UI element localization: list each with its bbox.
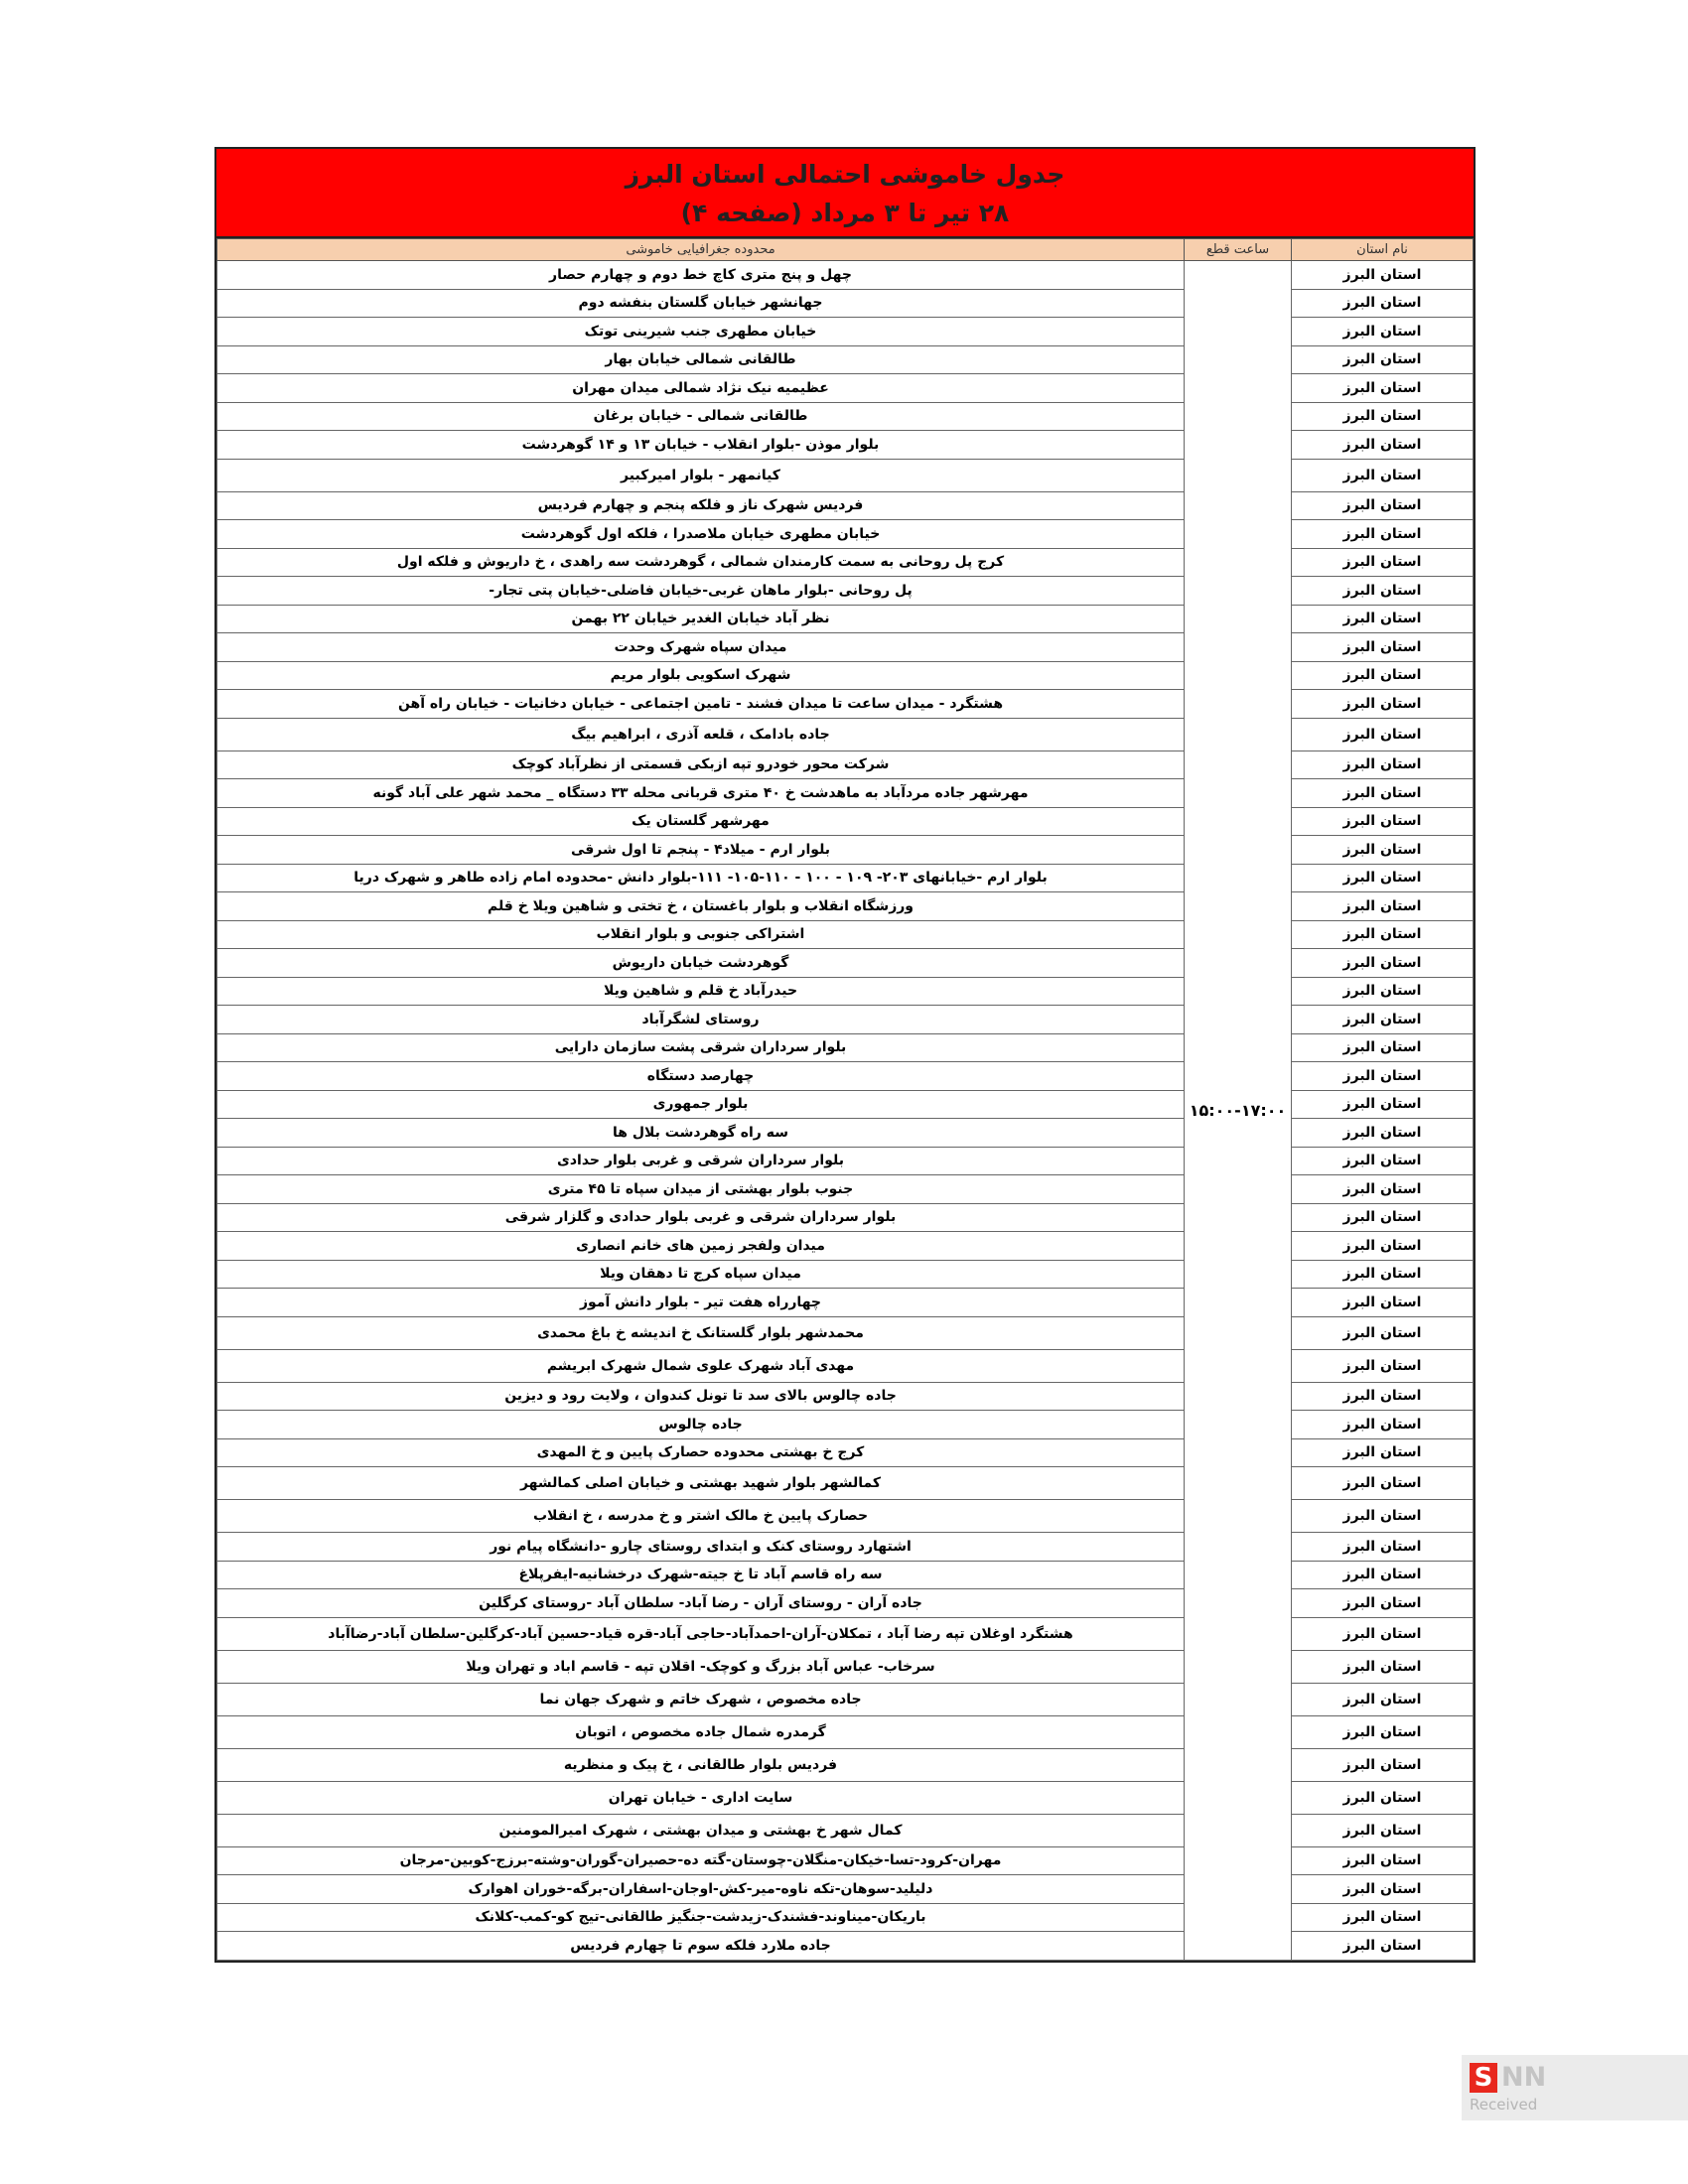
area-cell: نظر آباد خیابان الغدیر خیابان ۲۲ بهمن <box>217 605 1185 633</box>
area-cell: بلوار ارم - میلاد۴ - پنجم تا اول شرقی <box>217 836 1185 865</box>
area-cell: جهانشهر خیابان گلستان بنفشه دوم <box>217 289 1185 318</box>
province-cell: استان البرز <box>1292 374 1474 403</box>
province-cell: استان البرز <box>1292 779 1474 808</box>
province-cell: استان البرز <box>1292 1062 1474 1091</box>
province-cell: استان البرز <box>1292 1875 1474 1904</box>
province-cell: استان البرز <box>1292 402 1474 431</box>
province-cell: استان البرز <box>1292 605 1474 633</box>
area-cell: هشتگرد - میدان ساعت تا میدان فشند - تامین اجتماعی - خیابان دخانیات - خیابان راه آهن <box>217 690 1185 719</box>
area-cell: سه راه قاسم آباد تا خ جیته-شهرک درخشانیه-ایفرپلاغ <box>217 1561 1185 1589</box>
province-cell: استان البرز <box>1292 459 1474 491</box>
area-cell: بلوار سرداران شرقی پشت سازمان دارایی <box>217 1033 1185 1062</box>
province-cell: استان البرز <box>1292 261 1474 290</box>
province-cell: استان البرز <box>1292 949 1474 978</box>
logo-received: Received <box>1470 2096 1538 2114</box>
header-area: محدوده جغرافیایی خاموشی <box>217 239 1185 261</box>
province-cell: استان البرز <box>1292 1006 1474 1034</box>
area-cell: جاده چالوس بالای سد تا تونل کندوان ، ولایت رود و دیزین <box>217 1382 1185 1411</box>
area-cell: چهارصد دستگاه <box>217 1062 1185 1091</box>
province-cell: استان البرز <box>1292 690 1474 719</box>
province-cell: استان البرز <box>1292 1316 1474 1349</box>
area-cell: بلوار سرداران شرقی و غربی بلوار حدادی <box>217 1147 1185 1175</box>
area-cell: مهدی آباد شهرک علوی شمال شهرک ابریشم <box>217 1349 1185 1382</box>
province-cell: استان البرز <box>1292 1175 1474 1204</box>
province-cell: استان البرز <box>1292 577 1474 606</box>
province-cell: استان البرز <box>1292 520 1474 549</box>
area-cell: پل روحانی -بلوار ماهان غربی-خیابان فاضلی-خیابان پتی تجار- <box>217 577 1185 606</box>
area-cell: میدان سپاه شهرک وحدت <box>217 633 1185 662</box>
area-cell: کیانمهر - بلوار امیرکبیر <box>217 459 1185 491</box>
province-cell: استان البرز <box>1292 1589 1474 1618</box>
area-cell: کرج پل روحانی به سمت کارمندان شمالی ، گوهردشت سه راهدی ، خ داریوش و فلکه اول <box>217 548 1185 577</box>
snn-watermark <box>1462 2055 1688 2120</box>
header-province: نام استان <box>1292 239 1474 261</box>
province-cell: استان البرز <box>1292 1533 1474 1562</box>
area-cell: جاده چالوس <box>217 1411 1185 1439</box>
table-row <box>217 261 1474 290</box>
area-cell: جاده بادامک ، قلعه آذری ، ابراهیم بیگ <box>217 718 1185 751</box>
area-cell: شرکت محور خودرو تپه ازبکی قسمتی از نظرآباد کوچک <box>217 751 1185 779</box>
area-cell: جنوب بلوار بهشتی از میدان سپاه تا ۴۵ متری <box>217 1175 1185 1204</box>
province-cell: استان البرز <box>1292 431 1474 460</box>
province-cell: استان البرز <box>1292 1932 1474 1961</box>
area-cell: چهارراه هفت تیر - بلوار دانش آموز <box>217 1289 1185 1317</box>
area-cell: شهرک اسکویی بلوار مریم <box>217 661 1185 690</box>
area-cell: سایت اداری - خیابان تهران <box>217 1781 1185 1814</box>
province-cell: استان البرز <box>1292 1033 1474 1062</box>
province-cell: استان البرز <box>1292 1411 1474 1439</box>
area-cell: طالقانی شمالی - خیابان برغان <box>217 402 1185 431</box>
area-cell: محمدشهر بلوار گلستانک خ اندیشه خ باغ محمدی <box>217 1316 1185 1349</box>
province-cell: استان البرز <box>1292 836 1474 865</box>
province-cell: استان البرز <box>1292 1903 1474 1932</box>
area-cell: حیدرآباد خ قلم و شاهین ویلا <box>217 977 1185 1006</box>
province-cell: استان البرز <box>1292 751 1474 779</box>
area-cell: هشتگرد اوغلان تپه رضا آباد ، تمکلان-آران-احمدآباد-حاجی آباد-قره قیاد-حسین آباد-کرگلین-سلطان آباد-رضاآباد <box>217 1617 1185 1650</box>
area-cell: جاده ملارد فلکه سوم تا چهارم فردیس <box>217 1932 1185 1961</box>
area-cell: کمالشهر بلوار شهید بهشتی و خیابان اصلی کمالشهر <box>217 1467 1185 1500</box>
province-cell: استان البرز <box>1292 318 1474 346</box>
province-cell: استان البرز <box>1292 1650 1474 1683</box>
province-cell: استان البرز <box>1292 661 1474 690</box>
area-cell: ورزشگاه انقلاب و بلوار باغستان ، خ تختی و شاهین ویلا خ قلم <box>217 892 1185 921</box>
area-cell: بلوار موذن -بلوار انقلاب - خیابان ۱۳ و ۱۴ گوهردشت <box>217 431 1185 460</box>
province-cell: استان البرز <box>1292 345 1474 374</box>
logo-s: S <box>1470 2063 1497 2093</box>
area-cell: بلوار سرداران شرقی و غربی بلوار حدادی و گلزار شرقی <box>217 1203 1185 1232</box>
table-body <box>217 261 1474 1961</box>
area-cell: فردیس بلوار طالقانی ، خ پیک و منظریه <box>217 1748 1185 1781</box>
province-cell: استان البرز <box>1292 1438 1474 1467</box>
logo-nn: NN <box>1501 2062 1547 2093</box>
province-cell: استان البرز <box>1292 1846 1474 1875</box>
province-cell: استان البرز <box>1292 718 1474 751</box>
province-cell: استان البرز <box>1292 977 1474 1006</box>
province-cell: استان البرز <box>1292 1617 1474 1650</box>
province-cell: استان البرز <box>1292 1203 1474 1232</box>
province-cell: استان البرز <box>1292 920 1474 949</box>
area-cell: بلوار ارم -خیابانهای ۲۰۳- ۱۰۹ - ۱۰۰ - ۱۱۰-۱۰۵- ۱۱۱-بلوار دانش -محدوده امام زاده طاهر و شهرک دریا <box>217 864 1185 892</box>
province-cell: استان البرز <box>1292 548 1474 577</box>
province-cell: استان البرز <box>1292 633 1474 662</box>
outage-table <box>216 238 1474 1961</box>
area-cell: اشتهارد روستای کنک و ابتدای روستای چارو -دانشگاه پیام نور <box>217 1533 1185 1562</box>
province-cell: استان البرز <box>1292 1260 1474 1289</box>
area-cell: جاده مخصوص ، شهرک خاتم و شهرک جهان نما <box>217 1683 1185 1715</box>
area-cell: خیابان مطهری جنب شیرینی توتک <box>217 318 1185 346</box>
schedule-sheet <box>214 147 1476 1963</box>
province-cell: استان البرز <box>1292 1748 1474 1781</box>
province-cell: استان البرز <box>1292 1683 1474 1715</box>
area-cell: مهرشهر گلستان یک <box>217 807 1185 836</box>
province-cell: استان البرز <box>1292 807 1474 836</box>
province-cell: استان البرز <box>1292 864 1474 892</box>
province-cell: استان البرز <box>1292 1500 1474 1533</box>
area-cell: عظیمیه نیک نژاد شمالی میدان مهران <box>217 374 1185 403</box>
province-cell: استان البرز <box>1292 491 1474 520</box>
province-cell: استان البرز <box>1292 1349 1474 1382</box>
area-cell: طالقانی شمالی خیابان بهار <box>217 345 1185 374</box>
province-cell: استان البرز <box>1292 1232 1474 1261</box>
province-cell: استان البرز <box>1292 1715 1474 1748</box>
area-cell: کرج خ بهشتی محدوده حصارک پایین و خ المهدی <box>217 1438 1185 1467</box>
area-cell: گوهردشت خیابان داریوش <box>217 949 1185 978</box>
outage-time-cell: ۱۵:۰۰-۱۷:۰۰ <box>1185 261 1292 1961</box>
header-time: ساعت قطع <box>1185 239 1292 261</box>
area-cell: گرمدره شمال جاده مخصوص ، اتوبان <box>217 1715 1185 1748</box>
area-cell: مهران-کرود-تسا-خیکان-منگلان-چوستان-گته ده-حصیران-گوران-وشته-برزج-کوبین-مرجان <box>217 1846 1185 1875</box>
area-cell: مهرشهر جاده مردآباد به ماهدشت خ ۴۰ متری قربانی محله ۳۳ دستگاه _ محمد شهر علی آباد گونه <box>217 779 1185 808</box>
area-cell: چهل و پنج متری کاچ خط دوم و چهارم حصار <box>217 261 1185 290</box>
province-cell: استان البرز <box>1292 1147 1474 1175</box>
province-cell: استان البرز <box>1292 1467 1474 1500</box>
page-subtitle: ۲۸ تیر تا ۳ مرداد (صفحه ۴) <box>680 199 1010 227</box>
area-cell: کمال شهر خ بهشتی و میدان بهشتی ، شهرک امیرالمومنین <box>217 1814 1185 1846</box>
province-cell: استان البرز <box>1292 892 1474 921</box>
province-cell: استان البرز <box>1292 1561 1474 1589</box>
title-banner <box>216 149 1474 238</box>
area-cell: میدان ولفجر زمین های خانم انصاری <box>217 1232 1185 1261</box>
area-cell: حصارک پایین خ مالک اشتر و خ مدرسه ، خ انقلاب <box>217 1500 1185 1533</box>
area-cell: سه راه گوهردشت بلال ها <box>217 1119 1185 1148</box>
area-cell: خیابان مطهری خیابان ملاصدرا ، فلکه اول گوهردشت <box>217 520 1185 549</box>
header-row <box>217 239 1474 261</box>
province-cell: استان البرز <box>1292 1119 1474 1148</box>
province-cell: استان البرز <box>1292 1814 1474 1846</box>
province-cell: استان البرز <box>1292 1289 1474 1317</box>
province-cell: استان البرز <box>1292 1382 1474 1411</box>
area-cell: میدان سپاه کرج تا دهقان ویلا <box>217 1260 1185 1289</box>
area-cell: روستای لشگرآباد <box>217 1006 1185 1034</box>
province-cell: استان البرز <box>1292 1090 1474 1119</box>
area-cell: باریکان-میناوند-فشندک-زیدشت-جنگیز طالقانی-تیج کو-کمب-کلانک <box>217 1903 1185 1932</box>
page-title: جدول خاموشی احتمالی استان البرز <box>625 160 1065 189</box>
area-cell: دلیلید-سوهان-تکه ناوه-میر-کش-اوجان-اسفاران-برگه-خوران اهوارک <box>217 1875 1185 1904</box>
area-cell: اشتراکی جنوبی و بلوار انقلاب <box>217 920 1185 949</box>
area-cell: جاده آران - روستای آران - رضا آباد- سلطان آباد -روستای کرگلین <box>217 1589 1185 1618</box>
area-cell: بلوار جمهوری <box>217 1090 1185 1119</box>
area-cell: فردیس شهرک ناز و فلکه پنجم و چهارم فردیس <box>217 491 1185 520</box>
area-cell: سرخاب- عباس آباد بزرگ و کوچک- اقلان تپه - قاسم اباد و تهران ویلا <box>217 1650 1185 1683</box>
province-cell: استان البرز <box>1292 1781 1474 1814</box>
province-cell: استان البرز <box>1292 289 1474 318</box>
